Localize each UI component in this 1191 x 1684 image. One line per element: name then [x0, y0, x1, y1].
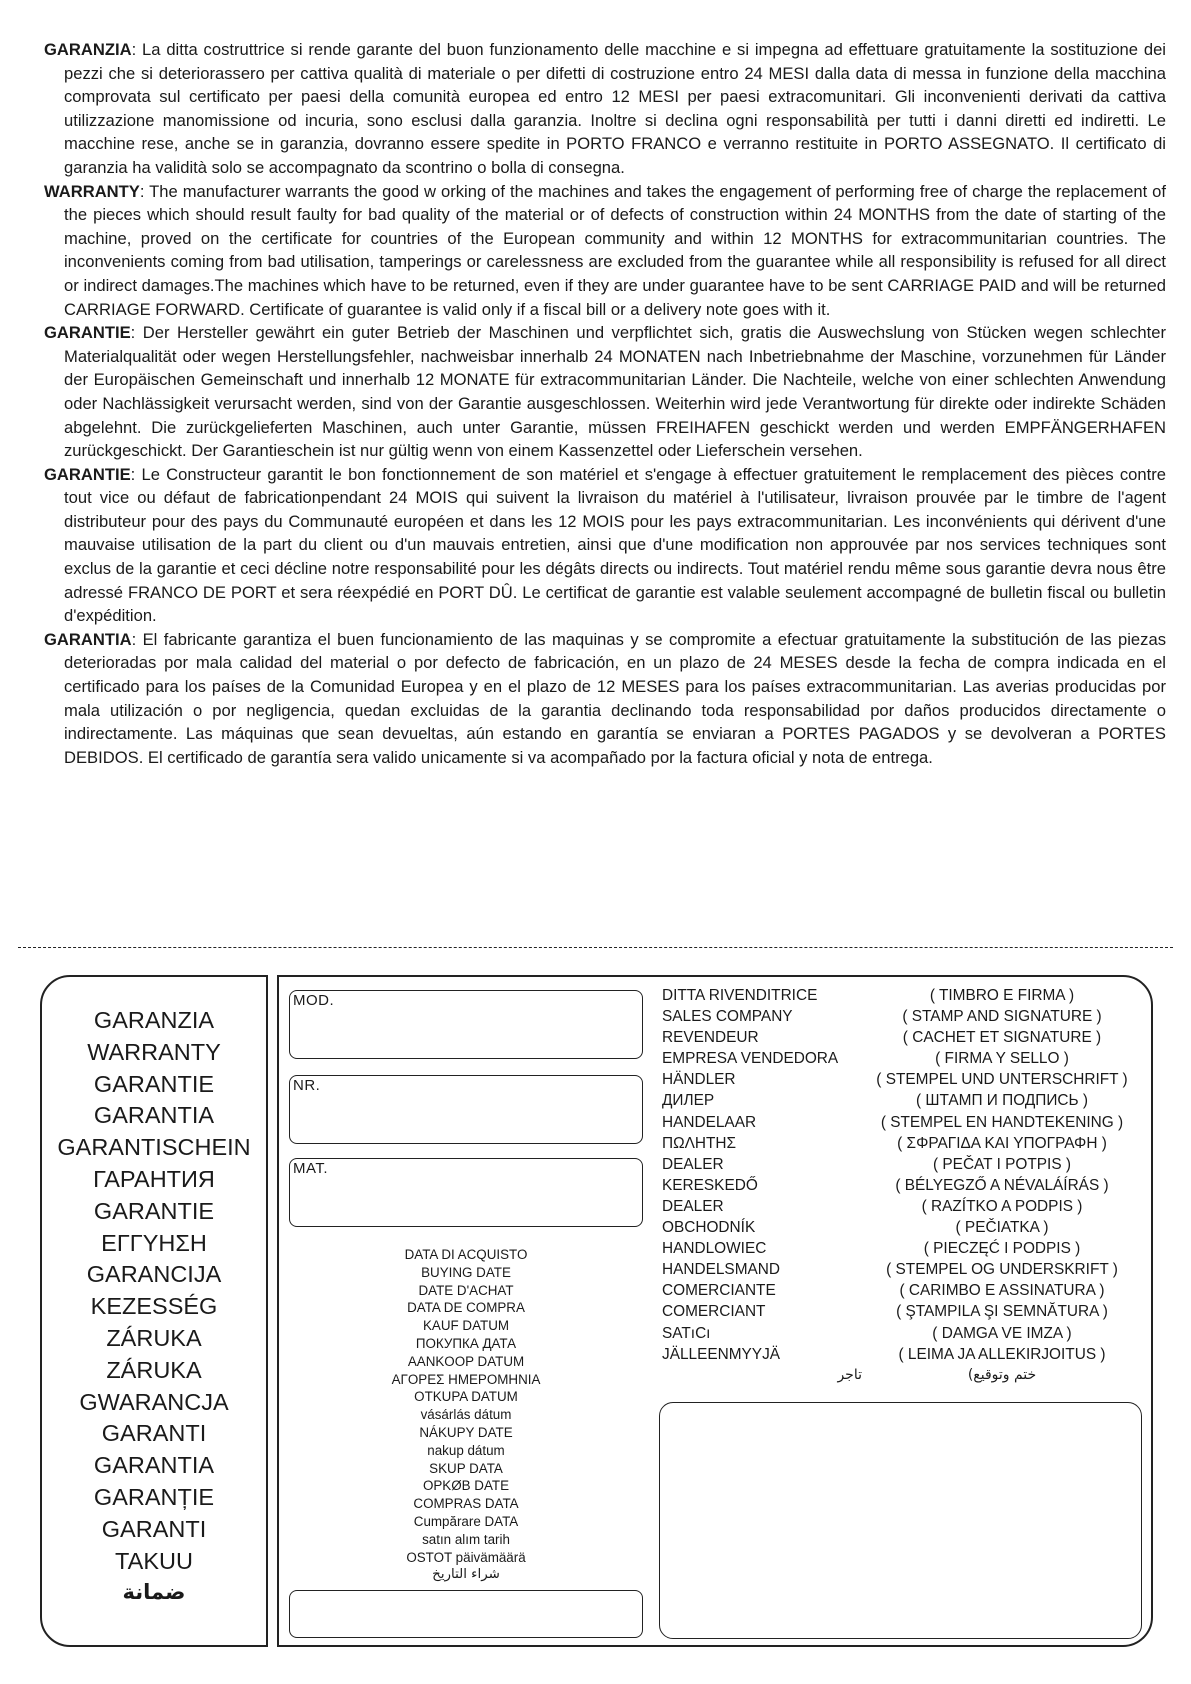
- card-title: ΕΓΓΥΗΣΗ: [101, 1229, 207, 1256]
- warranty-paragraph-fr: [44, 463, 1166, 628]
- card-title: GARANZIA: [93, 1007, 215, 1033]
- buying-date-label: Cumpărare DATA: [413, 1513, 519, 1529]
- stamp-signature-label: ( ŞTAMPILA ŞI SEMNĂTURA ): [896, 1303, 1108, 1321]
- buying-date-label: vásárlás dátum: [420, 1407, 512, 1423]
- sales-company-label: COMERCIANTE: [662, 1282, 776, 1300]
- warranty-paragraph-it: [44, 38, 1166, 180]
- buying-date-label: NÁKUPY DATE: [419, 1424, 513, 1440]
- warranty-paragraph-de: [44, 321, 1166, 463]
- mat-label: MAT.: [293, 1160, 329, 1177]
- sales-company-label: تاجر: [837, 1366, 862, 1383]
- card-title: ZÁRUKA: [106, 1324, 202, 1351]
- sales-company-labels: [662, 985, 862, 1386]
- buying-date-field[interactable]: [289, 1590, 643, 1638]
- sales-company-label: HÄNDLER: [662, 1071, 736, 1089]
- nr-label: NR.: [293, 1077, 321, 1094]
- warranty-paragraph-es: [44, 628, 1166, 770]
- stamp-signature-label: ( STAMP AND SIGNATURE ): [902, 1008, 1102, 1026]
- sales-company-label: OBCHODNÍK: [662, 1219, 756, 1237]
- sales-company-label: COMERCIANT: [662, 1303, 766, 1321]
- stamp-signature-label: ( PIECZĘĆ I PODPIS ): [923, 1240, 1081, 1258]
- stamp-signature-label: ( LEIMA JA ALLEKIRJOITUS ): [898, 1345, 1106, 1363]
- sales-company-label: DEALER: [662, 1197, 724, 1215]
- card-title: GARANTIE: [93, 1070, 215, 1097]
- sales-company-label: HANDELSMAND: [662, 1261, 781, 1279]
- buying-date-label: DATE D'ACHAT: [418, 1282, 514, 1298]
- card-title: TAKUU: [115, 1547, 193, 1574]
- sales-company-label: HANDLOWIEC: [662, 1240, 767, 1258]
- buying-date-label: satın alım tarih: [422, 1531, 510, 1547]
- warranty-text: [44, 38, 1166, 769]
- sales-company-label: ДИЛЕР: [662, 1092, 715, 1110]
- stamp-signature-label: ( PEČIATKA ): [955, 1219, 1049, 1237]
- card-title: ضمانة: [122, 1580, 186, 1605]
- stamp-signature-label: ( BÉLYEGZŐ A NÉVALÁÍRÁS ): [895, 1176, 1109, 1194]
- buying-date-label: SKUP DATA: [429, 1460, 503, 1476]
- sales-company-label: EMPRESA VENDEDORA: [662, 1050, 839, 1068]
- nr-field[interactable]: [289, 1075, 643, 1144]
- card-title: GARANTI: [101, 1515, 207, 1542]
- stamp-signature-label: ( DAMGA VE IMZA ): [932, 1324, 1072, 1342]
- mod-field[interactable]: [289, 990, 643, 1059]
- stamp-signature-label: ( RAZÍTKO A PODPIS ): [921, 1197, 1083, 1215]
- stamp-signature-label: ( ΣΦΡΑΓΙΔΑ ΚΑΙ ΥΠΟΓΡΑΦΗ ): [897, 1134, 1107, 1152]
- buying-date-label: ПОКУПКА ДАТА: [415, 1335, 517, 1351]
- warranty-body: : La ditta costruttrice si rende garante del buon funzionamento delle macchine e si impegna ad effettuare gratuitamente la sostituzione dei pezzi che si deteriorassero per cattiva qualità di materiale o per difetti di costruzione entro 24 MESI dalla data di messa in funzione della macchina comprovata sul certificato per paesi della comunità europea ed entro 12 MESI per paesi extracomunitari. Gli inconvenienti derivati da cattiva utilizzazione manomissione od incuria, sono esclusi dalla garanzia. Inoltre si declina ogni responsabilità per tutti i danni diretti ed indiretti. Le macchine rese, anche se in garanzia, dovranno essere spedite in PORTO FRANCO e verranno restituite in PORTO ASSEGNATO. Il certificato di garanzia ha validità solo se accompagnato da scontrino o bolla di consegna.: [64, 40, 1166, 177]
- sales-company-label: DEALER: [662, 1155, 724, 1173]
- stamp-signature-label: ( TIMBRO E FIRMA ): [929, 987, 1075, 1004]
- stamp-signature-label: ( ШТАМП И ПОДПИСЬ ): [915, 1092, 1089, 1110]
- stamp-signature-label: ( PEČAT I POTPIS ): [933, 1155, 1071, 1173]
- buying-date-label: OTKUPA DATUM: [414, 1389, 518, 1405]
- buying-date-label: nakup dátum: [427, 1442, 505, 1458]
- cut-line: [18, 947, 1173, 948]
- warranty-label: WARRANTY: [44, 181, 140, 201]
- warranty-body: : The manufacturer warrants the good w orking of the machines and takes the engagement of performing free of charge the replacement of the pieces which should result faulty for bad quality of the material or of defects of construction within 24 MONTHS from the date of starting of the machine, proved on the certificate for countries of the European community and within 12 MONTHS for extracommunitarian countries. The inconvenients coming from bad utilisation, tamperings or carelessness are excluded from the guarantee while all responsibility is refused for all direct or indirect damages.The machines which have to be returned, even if they are under guarantee have to be sent CARRIAGE PAID and will be returned CARRIAGE FORWARD. Certificate of guarantee is valid only if a fiscal bill or a delivery note goes with it.: [64, 181, 1166, 319]
- warranty-body: : Le Constructeur garantit le bon fonctionnement de son matériel et s'engage à effectuer gratuitement le remplacement des pièces contre tout vice ou défaut de fabricationpendant 24 MOIS qui suivent la livraison du matériel à l'utilisateur, livraison prouvée par le timbre de l'agent distributeur pour des pays du Communauté européen et dans les 12 MOIS pour les pays extracommunitarian. Les inconvénients qui dérivent d'une mauvaise utilisation de la part du client ou d'un mauvais entretien, ainsi que d'une modification non approuvée par nos services techniques sont exclus de la garantie et ceci décline notre responsabilité pour les dégâts directs ou indirects. Tout matériel rendu même sous garantie devra nous être adressé FRANCO DE PORT et sera réexpédié en PORT DÛ. Le certificat de garantie est valable seulement accompagné de bulletin fiscal ou bulletin d'expédition.: [64, 464, 1166, 626]
- warranty-label: GARANZIA: [44, 40, 132, 59]
- sales-company-label: SATıCı: [662, 1324, 711, 1342]
- card-title: KEZESSÉG: [90, 1293, 218, 1320]
- stamp-signature-label: ( CARIMBO E ASSINATURA ): [899, 1282, 1105, 1300]
- buying-date-label: COMPRAS DATA: [413, 1496, 519, 1512]
- card-title: GARANTISCHEIN: [57, 1134, 251, 1161]
- warranty-body: : El fabricante garantiza el buen funcionamiento de las maquinas y se compromite a efectuar gratuitamente la substitución de las piezas deterioradas por mala calidad del material o por defecto de fabricación, en un plazo de 24 MESES desde la fecha de compra indicada en el certificado para los países de la Comunidad Europea y en el plazo de 12 MESES para los países extracommunitarian. Las averias producidas por mala utilización o por negligencia, quedan excluidas de la garantia declinando toda responsabilidad por daños producidos directamente o indirectamente. Las máquinas que sean devueltas, aún estando en garantía se enviaran a PORTES PAGADOS y se devolveran a PORTES DEBIDOS. El certificado de garantía sera valido unicamente si va acompañado por la factura oficial y nota de entrega.: [64, 629, 1166, 767]
- buying-date-label: شراء التاريخ: [432, 1567, 500, 1583]
- buying-date-label: ΑΓΟΡΕΣ ΗΜΕΡΟΜΗΝΙΑ: [391, 1371, 541, 1387]
- card-title: GWARANCJA: [79, 1388, 229, 1415]
- sales-company-label: ΠΩΛΗΤΗΣ: [662, 1134, 737, 1152]
- buying-date-label: DATA DI ACQUISTO: [404, 1247, 528, 1262]
- sales-company-label: REVENDEUR: [662, 1029, 759, 1047]
- mat-field[interactable]: [289, 1158, 643, 1227]
- warranty-body: : Der Hersteller gewährt ein guter Betrieb der Maschinen und verpflichtet sich, gratis die Auswechslung von Stücken wegen schlechter Materialqualität oder wegen Herstellungsfehler, nachweisbar innerhalb 24 MONATEN nach Inbetriebnahme der Maschine, vorzunehmen für Länder der Europäischen Gemeinschaft und innerhalb 12 MONATE für extracommunitarian Länder. Die Nachteile, welche von einer schlechten Anwendung oder Nachlässigkeit verursacht werden, sind von der Garantie ausgeschlossen. Weiterhin wird jede Verantwortung für direkte oder indirekte Schäden abgelehnt. Die zurückgelieferten Maschinen, auch unter Garantie, müssen FREIHAFEN geschickt werden und werden EMPFÄNGERHAFEN zurückgeschickt. Der Garantieschein ist nur gültig wenn von einem Kassenzettel oder Lieferschein versehen.: [64, 323, 1166, 461]
- card-title: GARANCIJA: [86, 1261, 222, 1288]
- card-title: GARANTIA: [93, 1452, 215, 1479]
- card-title: GARANȚIE: [93, 1483, 215, 1510]
- stamp-signature-labels: [862, 985, 1142, 1386]
- card-title: ZÁRUKA: [106, 1356, 202, 1383]
- buying-date-label: OPKØB DATE: [422, 1478, 510, 1494]
- sales-company-label: SALES COMPANY: [662, 1008, 793, 1026]
- card-title: GARANTIE: [93, 1197, 215, 1224]
- stamp-signature-label: ( STEMPEL UND UNTERSCHRIFT ): [876, 1071, 1128, 1089]
- stamp-signature-label: ( STEMPEL EN HANDTEKENING ): [880, 1113, 1124, 1131]
- stamp-signature-label: ( FIRMA Y SELLO ): [935, 1050, 1069, 1068]
- buying-date-labels: [368, 1246, 564, 1584]
- warranty-paragraph-en: [44, 180, 1166, 322]
- buying-date-label: KAUF DATUM: [422, 1318, 510, 1334]
- sales-company-label: DITTA RIVENDITRICE: [662, 987, 818, 1004]
- sales-company-label: KERESKEDŐ: [662, 1176, 758, 1194]
- card-title: ГАРАНТИЯ: [93, 1165, 215, 1192]
- warranty-label: GARANTIA: [44, 629, 132, 649]
- warranty-label: GARANTIE: [44, 464, 131, 484]
- buying-date-label: BUYING DATE: [421, 1264, 511, 1280]
- card-title: WARRANTY: [87, 1038, 221, 1065]
- buying-date-label: DATA DE COMPRA: [407, 1300, 525, 1316]
- buying-date-label: AANKOOP DATUM: [407, 1353, 525, 1369]
- card-title: GARANTI: [101, 1420, 207, 1447]
- buying-date-label: OSTOT päivämäärä: [406, 1549, 526, 1565]
- stamp-signature-field[interactable]: [659, 1402, 1142, 1639]
- stamp-signature-label: ( STEMPEL OG UNDERSKRIFT ): [886, 1261, 1118, 1279]
- mod-label: MOD.: [293, 992, 335, 1009]
- sales-company-label: JÄLLEENMYYJÄ: [662, 1345, 781, 1363]
- card-title: GARANTIA: [93, 1102, 215, 1129]
- stamp-signature-label: ختم وتوقيع): [967, 1366, 1037, 1383]
- warranty-label: GARANTIE: [44, 323, 131, 343]
- stamp-signature-label: ( CACHET ET SIGNATURE ): [902, 1029, 1102, 1047]
- sales-company-label: HANDELAAR: [662, 1113, 757, 1131]
- card-titles: [40, 1005, 268, 1609]
